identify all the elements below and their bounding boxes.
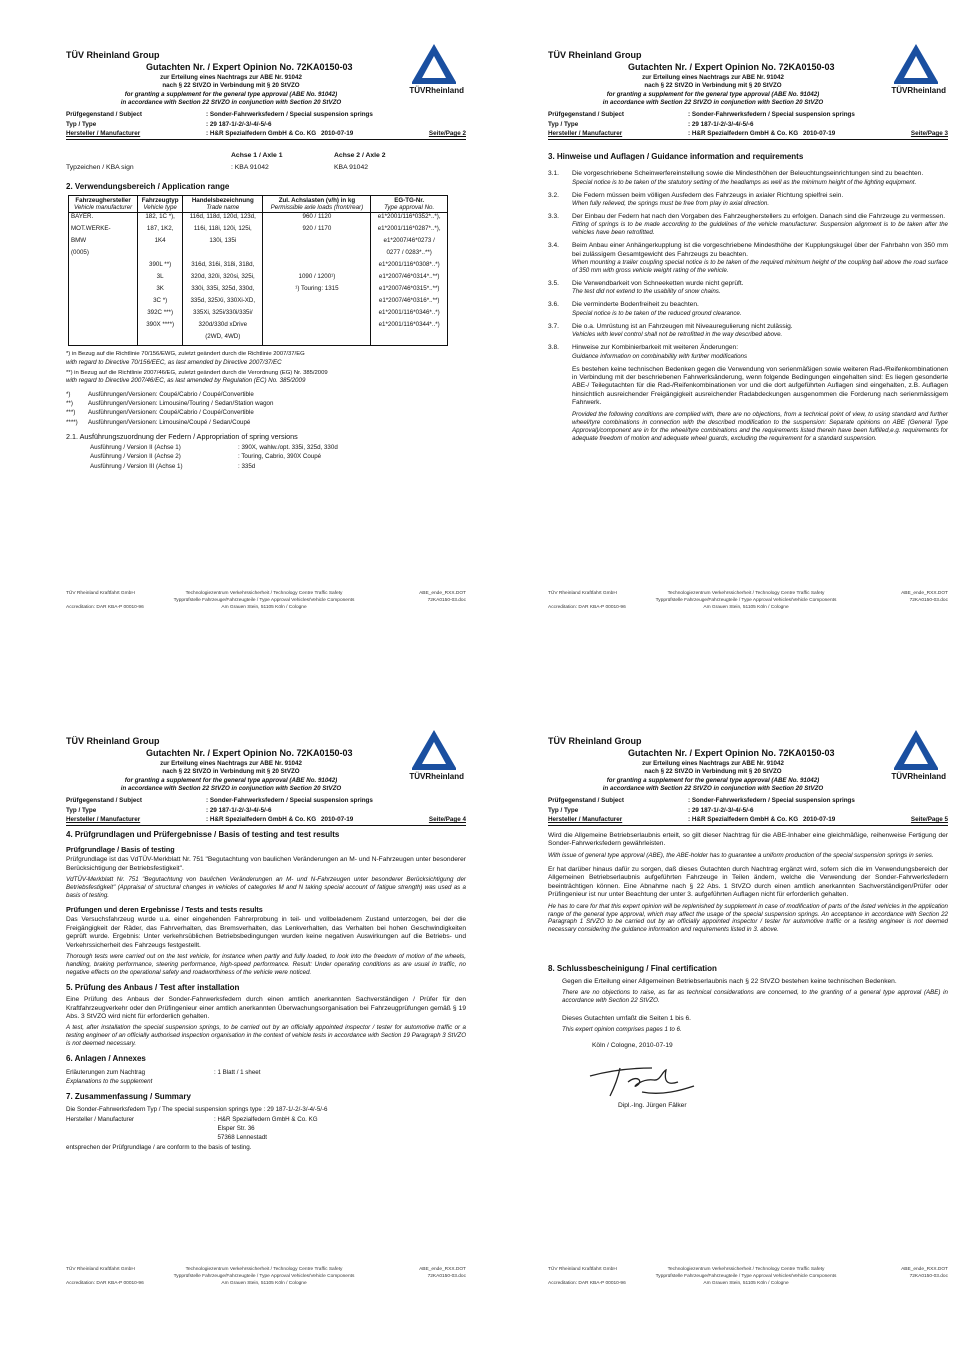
table-cell: 3L: [138, 273, 183, 285]
table-cell: e1*2007/46*0314*..**): [371, 273, 448, 285]
table-cell: 182, 1C *),: [138, 213, 183, 226]
footnotes: *) in Bezug auf die Richtlinie 70/156/EWG, zuletzt geändert durch die Richtlinie 2007/37/EG with regard to Directive 70/156/EEC, as last amended by Directive 2007/37/EC **) in Bezug auf die Richtlinie 2007/46/EG, zuletzt geändert durch die Verordnung (EG) Nr. 385/2009 with regard to Directive 2007/46/EC, as last amended by Regulation (EC) No. 385/2009: [66, 351, 328, 385]
page-header: TÜV Rheinland Group Gutachten Nr. / Expert Opinion No. 72KA0150-03 zur Erteilung eines Nachtrags zur ABE Nr. 91042 nach § 22 StVZO in Verbindung mit § 20 StVZO for granting a supplement for the general type approval (ABE No. 91042) in accordance with Section 22 StVZO in conjunction with Section 20 StVZO TÜVRheinland Prüfgegenstand / Subject : Sonder-Fahrwerksfedern / Special suspension springs Typ / Type : 29 187-1/-2/-3/-4/-5/-6 Hersteller / Manufacturer : H&R Spezialfedern GmbH & Co. KG 2010-07-19 Seite/Page 5: [548, 736, 948, 832]
spring-versions: Ausführung / Version II (Achse 1) : 390X, wahlw./opt. 335i, 325d, 330d Ausführung / Version II (Achse 2) : Touring, Cabrio, 390X Coupé Ausführung / Version III (Achse 1) : 335d: [90, 444, 338, 470]
table-cell: 1K4: [138, 237, 183, 249]
table-cell: 116i, 118i, 120i, 125i,: [183, 225, 263, 237]
table-cell: [263, 261, 371, 273]
tuv-logo-icon: [890, 728, 942, 778]
table-cell: [69, 273, 138, 285]
guidance-item: 3.1. Die vorgeschriebene Scheinwerfereinstellung sowie die Mindesthöhen der Beleuchtungseinrichtungen sind zu beachten. Special notice is to be taken of the statutory setting of the headlamps as well as the minimum height of the lighting equipment.: [548, 170, 924, 186]
table-cell: e1*2007/46*0316*..**): [371, 297, 448, 309]
table-cell: 116d, 118d, 120d, 123d,: [183, 213, 263, 226]
application-table: [68, 195, 448, 346]
signer-name: Dipl.-Ing. Jürgen Fälker: [618, 1101, 687, 1109]
page-number: Seite/Page 2: [428, 130, 466, 137]
table-cell: MOT.WERKE-: [69, 225, 138, 237]
table-cell: (0005): [69, 249, 138, 261]
table-cell: e1*2001/116*0308*..*): [371, 261, 448, 273]
table-row: [69, 321, 448, 333]
table-row: [69, 309, 448, 321]
header-subtitle: zur Erteilung eines Nachtrags zur ABE Nr. 91042 nach § 22 StVZO in Verbindung mit § 20 StVZO for granting a supplement for the general type approval (ABE No. 91042) in accordance with Section 22 StVZO in conjunction with Section 20 StVZO: [120, 74, 342, 107]
page-header: TÜV Rheinland Group Gutachten Nr. / Expert Opinion No. 72KA0150-03 zur Erteilung eines Nachtrags zur ABE Nr. 91042 nach § 22 StVZO in Verbindung mit § 20 StVZO for granting a supplement for the general type approval (ABE No. 91042) in accordance with Section 22 StVZO in conjunction with Section 20 StVZO TÜVRheinland Prüfgegenstand / Subject : Sonder-Fahrwerksfedern / Special suspension springs Typ / Type : 29 187-1/-2/-3/-4/-5/-6 Hersteller / Manufacturer : H&R Spezialfedern GmbH & Co. KG 2010-07-19 Seite/Page 3: [548, 50, 948, 146]
table-cell: 960 / 1120: [263, 213, 371, 226]
page-3: TÜV Rheinland Group Gutachten Nr. / Expert Opinion No. 72KA0150-03 zur Erteilung eines Nachtrags zur ABE Nr. 91042 nach § 22 StVZO in Verbindung mit § 20 StVZO for granting a supplement for the general type approval (ABE No. 91042) in accordance with Section 22 StVZO in conjunction with Section 20 StVZO TÜVRheinland Prüfgegenstand / Subject : Sonder-Fahrwerksfedern / Special suspension springs Typ / Type : 29 187-1/-2/-3/-4/-5/-6 Hersteller / Manufacturer : H&R Spezialfedern GmbH & Co. KG 2010-07-19 Seite/Page 3 3. Hinweise und Auflagen / Guidance information and requirements 3.1. Die vorgeschriebene Scheinwerfereinstellung sowie die Mindesthöhen der Beleuchtungseinrichtungen sind zu beachten. Special notice is to be taken of the statutory setting of the headlamps as well as the minimum height of the lighting equipment. 3.2. Die Federn müssen beim völligen Ausfedern des Fahrzeugs in axialer Richtung spielfrei sein. When fully relieved, the springs must be free from play in axial direction. 3.3. Der Einbau der Federn hat nach den Vorgaben des Fahrzeugherstellers zu erfolgen. Danach sind die Fahrzeuge zu vermessen. Fitting of springs is to be made according to the guidelines of the vehicle manufacturer. Suspension alignment is to be taken after the vehicles have been retrofitted. 3.4. Beim Anbau einer Anhängerkupplung ist die vorgeschriebene Mindesthöhe der Kupplungskugel über der Fahrbahn von 350 mm bei zulässigem Gesamtgewicht des Fahrzeugs zu beachten. When mounting a trailer coupling special notice is to be taken of the required minimum height of the coupling ball above the road surface of 350 mm with gross vehicle weight rating of the vehicle. 3.5. Die Verwendbarkeit von Schneeketten wurde nicht geprüft. The test did not extend to the usability of snow chains. 3.6. Die verminderte Bodenfreiheit zu beachten. Special notice is to be taken of the reduced ground clearance. 3.7. Die o.a. Umrüstung ist an Fahrzeugen mit Niveauregulierung nicht zulässig. Vehicles with level control shall not be retrofitted in the way described above. 3.8. Hinweise zur Kombinierbarkeit mit weiteren Änderungen: Guidance information on combinability with further modifications Es bestehen keine technischen Bedenken gegen die Verwendung von serienmäßigen sowie weiteren Rad-/Reifenkombinationen in Verbindung mit der beschriebenen Fahrwerksänderung, wenn folgende Bedingungen eingehalten sind: Es liegen gesonderte ABE-/ Teilegutachten für die Rad-/Reifenkombinationen vor und die dort aufgeführten Auflagen sind eingehalten, z.B. Auflagen hinsichtlich ausreichender Freigängigkeit ausreichender Radabdeckungen ausgenommen die Forderung nach serienmässigem Fahrwerk. Provided the following conditions are complied with, there are no objections, from a technical point of view, to using standard and further wheel/tyre combinations in connection with the described modification to the suspension: Separate opinions on ABE (General Type Approval)/component are in for the wheel/tyre combinations and the requirements listed therein have been fulfilled,e.g. requirements for adequate freedom of motion and adequate wheel guards, excluding the requirement for a standard suspension. TÜV Rheinland Kraftfahrt GmbH Accreditation: DAR KBA-P 00010-96 Technologiezentrum Verkehrssicherheit / Technology Centre Traffic Safety Typprüfstelle Fahrzeuge/Fahrzeugteile / Type Approval Vehicles/Vehicle Components Am Grauen Stein, 51105 Köln / Cologne ABE_ende_RXX.DOT 72KA0150-03.doc: [548, 50, 948, 622]
logo-wordmark: TÜVRheinland: [409, 86, 464, 95]
section-7-title: 7. Zusammenfassung / Summary: [66, 1092, 191, 1102]
page-4: TÜV Rheinland Group Gutachten Nr. / Expert Opinion No. 72KA0150-03 zur Erteilung eines Nachtrags zur ABE Nr. 91042 nach § 22 StVZO in Verbindung mit § 20 StVZO for granting a supplement for the general type approval (ABE No. 91042) in accordance with Section 22 StVZO in conjunction with Section 20 StVZO TÜVRheinland Prüfgegenstand / Subject : Sonder-Fahrwerksfedern / Special suspension springs Typ / Type : 29 187-1/-2/-3/-4/-5/-6 Hersteller / Manufacturer : H&R Spezialfedern GmbH & Co. KG 2010-07-19 Seite/Page 4 4. Prüfgrundlagen und Prüfergebnisse / Basis of testing and test results Prüfgrundlage / Basis of testing Prüfgrundlage ist das VdTÜV-Merkblatt Nr. 751 "Begutachtung von baulichen Veränderungen an M- und N-Fahrzeugen unter besonderer Berücksichtigung der Betriebsfestigkeit". VdTÜV-Merkblatt Nr. 751 "Begutachtung von baulichen Veränderungen an M- und N-Fahrzeugen unter besonderer Berücksichtigung der Betriebsfestigkeit" (Appraisal of structural changes in vehicles of categories M and N taking special account of fatigue strength) was used as a basis of testing. Prüfungen und deren Ergebnisse / Tests and tests results Das Versuchsfahrzeug wurde u.a. einer eingehenden Fahrerprobung in teil- und vollbeladenem Zustand unterzogen, bei der die Freigängigkeit der Räder, das Fahrverhalten, das Bremsverhalten, das Lenkverhalten, das Verhalten bei hohen Geschwindigkeiten geprüft wurde. Ergebnis: Unter verkehrsüblichen Betriebsbedingungen wurden keine negativen Auswirkungen auf die Betriebs- und Verkehrssicherheit des Fahrzeugs festgestellt. Thorough tests were carried out on the test vehicle, for instance when partly and fully loaded, to look into the freedom of motion of the wheels, handling, braking performance, steering performance, high-speed performance. Result: Under operating conditions as are usual in traffic, no negative effects on the operational safety and roadworthiness of the vehicle were noticed. 5. Prüfung des Anbaus / Test after installation Eine Prüfung des Anbaus der Sonder-Fahrwerksfedern durch einen amtlich anerkannten Sachverständigen / Prüfer für den Kraftfahrzeugverkehr oder den Prüfingenieur einer amtlich anerkannten Überwachungsorganisation bei Fahrzeugprüfungen gemäß § 19 Abs. 3 StVZO wird nicht für erforderlich gehalten. A test, after installation the special suspension springs, to be carried out by an officially appointed inspector / tester for automotive traffic or a testing engineer of an officially authorised inspection organisation in the context of vehicle tests in accordance with Section 19 Paragraph 3 StVZO is not deemed necessary. 6. Anlagen / Annexes Erläuterungen zum Nachtrag : 1 Blatt / 1 sheet Explanations to the supplement 7. Zusammenfassung / Summary Die Sonder-Fahrwerksfedern Typ / The special suspension springs type : 29 187-1/-2/-3/-4/-5/-6 Hersteller / Manufacturer : H&R Spezialfedern GmbH & Co. KG Elsper Str. 36 57368 Lennestadt entsprechen der Prüfgrundlage / are conform to the basis of testing. TÜV Rheinland Kraftfahrt GmbH Accreditation: DAR KBA-P 00010-96 Technologiezentrum Verkehrssicherheit / Technology Centre Traffic Safety Typprüfstelle Fahrzeuge/Fahrzeugteile / Type Approval Vehicles/Vehicle Components Am Grauen Stein, 51105 Köln / Cologne ABE_ende_RXX.DOT 72KA0150-03.doc: [66, 736, 466, 1308]
column-header: Handelsbezeichnung Trade name: [183, 196, 263, 213]
guidance-item: 3.8. Hinweise zur Kombinierbarkeit mit weiteren Änderungen: Guidance information on combinability with further modifications: [548, 344, 748, 360]
guidance-item: 3.2. Die Federn müssen beim völligen Ausfedern des Fahrzeugs in axialer Richtung spielfrei sein. When fully relieved, the springs must be free from play in axial direction.: [548, 191, 844, 208]
table-cell: [263, 237, 371, 249]
table-cell: 335Xi, 325i/330i/335i/: [183, 309, 263, 321]
tuv-logo-icon: [890, 42, 942, 92]
table-cell: BAYER.: [69, 213, 138, 226]
table-cell: [69, 309, 138, 321]
section-3-title: 3. Hinweise und Auflagen / Guidance information and requirements: [548, 152, 804, 161]
tuv-logo-icon: [408, 728, 460, 778]
table-cell: [138, 249, 183, 261]
table-cell: 390L **): [138, 261, 183, 273]
section-4-title: 4. Prüfgrundlagen und Prüfergebnisse / Basis of testing and test results: [66, 830, 340, 839]
table-cell: 3C *): [138, 297, 183, 309]
table-cell: 0277 / 0283*..**): [371, 249, 448, 261]
table-cell: 1090 / 1200¹): [263, 273, 371, 285]
table-cell: e1*2001/116*0344*..*): [371, 321, 448, 333]
guidance-item: 3.3. Der Einbau der Federn hat nach den Vorgaben des Fahrzeugherstellers zu erfolgen. Danach sind die Fahrzeuge zu vermessen. Fitting of springs is to be made according to the guidelines of the vehicle manufacturer. Suspension alignment is to be taken after the vehicles have been retrofitted.: [548, 212, 948, 237]
table-cell: [263, 297, 371, 309]
table-row: [69, 249, 448, 261]
table-cell: 335d, 325Xi, 330Xi-XD,: [183, 297, 263, 309]
guidance-list: [548, 170, 948, 360]
table-cell: [69, 321, 138, 333]
table-row: [69, 261, 448, 273]
table-cell: 187, 1K2,: [138, 225, 183, 237]
page-5: TÜV Rheinland Group Gutachten Nr. / Expert Opinion No. 72KA0150-03 zur Erteilung eines Nachtrags zur ABE Nr. 91042 nach § 22 StVZO in Verbindung mit § 20 StVZO for granting a supplement for the general type approval (ABE No. 91042) in accordance with Section 22 StVZO in conjunction with Section 20 StVZO TÜVRheinland Prüfgegenstand / Subject : Sonder-Fahrwerksfedern / Special suspension springs Typ / Type : 29 187-1/-2/-3/-4/-5/-6 Hersteller / Manufacturer : H&R Spezialfedern GmbH & Co. KG 2010-07-19 Seite/Page 5 Wird die Allgemeine Betriebserlaubnis erteilt, so gilt dieser Nachtrag für die ABE-Inhaber eine gleichmäßige, reihenweise Fertigung der Sonder-Fahrwerksfedern gewährleisten. With issue of general type approval (ABE), the ABE-holder has to guarantee a uniform production of the special suspension springs in series. Er hat darüber hinaus dafür zu sorgen, daß dieses Gutachten durch Nachtrag ergänzt wird, sofern sich die im Verwendungsbereich der Allgemeinen Betriebserlaubnis aufgeführten Fahrzeuge in Teilen ändern, welche die Verwendung der Sonder-Fahrwerksfedern beeinträchtigen können. Eine Abnahme nach § 22 Abs. 1 StVZO durch einen amtlich anerkannten Sachverständigen/Prüfer oder Prüfingenieur ist nur unter Beachtung der unter 3. aufgeführten Auflagen nicht für erforderlich gehalten. He has to care for that this expert opinion will be replenished by supplement in case of modification of parts of the listed vehicles in the application range of the general type approval, which may affect the usage of the special suspension springs. An acceptance in accordance with Section 22 Paragraph 1 StVZO to be carried out by an officially appointed inspector / tester for automotive traffic or a testing engineer is not deemed necessary considering the guidance information and requirements listed in 3. above. 8. Schlussbescheinigung / Final certification Gegen die Erteilung einer Allgemeinen Betriebserlaubnis nach § 22 StVZO bestehen keine technischen Bedenken. There are no objections to raise, as far as technical considerations are concerned, to the granting of a general type approval (ABE) in accordance with Section 22 StVZO. Dieses Gutachten umfaßt die Seiten 1 bis 6. This expert opinion comprises pages 1 to 6. Köln / Cologne, 2010-07-19 Dipl.-Ing. Jürgen Fälker TÜV Rheinland Kraftfahrt GmbH Accreditation: DAR KBA-P 00010-96 Technologiezentrum Verkehrssicherheit / Technology Centre Traffic Safety Typprüfstelle Fahrzeuge/Fahrzeugteile / Type Approval Vehicles/Vehicle Components Am Grauen Stein, 51105 Köln / Cologne ABE_ende_RXX.DOT 72KA0150-03.doc: [548, 736, 948, 1308]
table-row: [69, 297, 448, 309]
column-header: Zul. Achslasten (v/h) in kg Permissible axle loads (front/rear): [263, 196, 371, 213]
table-cell: 316d, 316i, 318i, 318d,: [183, 261, 263, 273]
tuv-logo-icon: [408, 42, 460, 92]
table-row: [69, 285, 448, 297]
guidance-item: 3.6. Die verminderte Bodenfreiheit zu beachten. Special notice is to be taken of the reduced ground clearance.: [548, 301, 742, 317]
table-cell: 330i, 335i, 325d, 330d,: [183, 285, 263, 297]
table-cell: 920 / 1170: [263, 225, 371, 237]
section-2-1-title: 2.1. Ausführungszuordnung der Federn / Appropriation of spring versions: [66, 431, 298, 441]
table-cell: [69, 297, 138, 309]
page-header: TÜV Rheinland Group Gutachten Nr. / Expert Opinion No. 72KA0150-03 zur Erteilung eines Nachtrags zur ABE Nr. 91042 nach § 22 StVZO in Verbindung mit § 20 StVZO for granting a supplement for the general type approval (ABE No. 91042) in accordance with Section 22 StVZO in conjunction with Section 20 StVZO TÜVRheinland Prüfgegenstand / Subject : Sonder-Fahrwerksfedern / Special suspension springs Typ / Type : 29 187-1/-2/-3/-4/-5/-6 Hersteller / Manufacturer : H&R Spezialfedern GmbH & Co. KG 2010-07-19 Seite/Page 4: [66, 736, 466, 832]
table-cell: [263, 333, 371, 346]
table-cell: e1*2001/116*0352*..*),: [371, 213, 448, 226]
table-cell: [69, 333, 138, 346]
table-row: [69, 225, 448, 237]
table-cell: 320d, 320i, 320si, 325i,: [183, 273, 263, 285]
table-cell: e1*2007/46*0315*..**): [371, 285, 448, 297]
page-number: Seite/Page 4: [428, 816, 466, 823]
table-row: [69, 213, 448, 226]
opinion-number: Gutachten Nr. / Expert Opinion No. 72KA0150-03: [146, 62, 353, 72]
table-cell: 392C ***): [138, 309, 183, 321]
section-5-title: 5. Prüfung des Anbaus / Test after installation: [66, 982, 240, 992]
table-cell: e1*2007/46*0273 /: [371, 237, 448, 249]
signature-icon: [582, 1056, 702, 1100]
section-2-title: 2. Verwendungsbereich / Application range: [66, 182, 230, 191]
guidance-item: 3.4. Beim Anbau einer Anhängerkupplung ist die vorgeschriebene Mindesthöhe der Kupplungskugel über der Fahrbahn von 350 mm bei zulässigem Gesamtgewicht des Fahrzeugs zu beachten. When mounting a trailer coupling special notice is to be taken of the required minimum height of the coupling ball above the road surface of 350 mm with gross vehicle weight rating of the vehicle.: [548, 242, 948, 275]
table-cell: 3K: [138, 285, 183, 297]
table-cell: [263, 249, 371, 261]
table-row: [69, 333, 448, 346]
table-cell: [371, 333, 448, 346]
guidance-item: 3.5. Die Verwendbarkeit von Schneeketten wurde nicht geprüft. The test did not extend to the usability of snow chains.: [548, 280, 744, 296]
table-cell: BMW: [69, 237, 138, 249]
table-cell: [263, 321, 371, 333]
subject-block: Prüfgegenstand / Subject : Sonder-Fahrwerksfedern / Special suspension springs Typ / Type : 29 187-1/-2/-3/-4/-5/-6 Hersteller / Manufacturer : H&R Spezialfedern GmbH & Co. KG 2010-07-19 Seite/Page 2: [66, 110, 466, 140]
section-6-title: 6. Anlagen / Annexes: [66, 1054, 146, 1064]
table-cell: 390X ****): [138, 321, 183, 333]
table-cell: [183, 249, 263, 261]
signature-area: [562, 1054, 948, 1118]
page-2: TÜV Rheinland Group Gutachten Nr. / Expert Opinion No. 72KA0150-03 zur Erteilung eines Nachtrags zur ABE Nr. 91042 nach § 22 StVZO in Verbindung mit § 20 StVZO for granting a supplement for the general type approval (ABE No. 91042) in accordance with Section 22 StVZO in conjunction with Section 20 StVZO TÜVRheinland Prüfgegenstand / Subject : Sonder-Fahrwerksfedern / Special suspension springs Typ / Type : 29 187-1/-2/-3/-4/-5/-6 Hersteller / Manufacturer : H&R Spezialfedern GmbH & Co. KG 2010-07-19 Seite/Page 2 Achse 1 / Axle 1 Achse 2 / Axle 2 Typzeichen / KBA sign : KBA 91042 KBA 91042 2. Verwendungsbereich / Application range Fahrzeughersteller Vehicle manufacturer Fahrzeugtyp Vehicle type Handelsbezeichnung Trade name Zul. Achslasten (v/h) in kg Permissible axle loads (front/rear) EG-TG-Nr. Type approval No. BAYER. 182, 1C *), 116d, 118d, 120d, 123d, 960 / 1120 e1*2001/116*0352*..*), MOT.WERKE- 187, 1K2, 116i, 118i, 120i, 125i, 920 / 1170 e1*2001/116*0287*..*), BMW 1K4 130i, 135i e1*2007/46*0273 / (0005) 0277 / 0283*..**) 390L **) 316d, 316i, 318i, 318d, e1*2001/116*0308*..*) 3L 320d, 320i, 320si, 325i, 1090 / 1200¹) e1*2007/46*0314*..**) 3K 330i, 335i, 325d, 330d, ¹) Touring: 1315 e1*2007/46*0315*..**) 3C *) 335d, 325Xi, 330Xi-XD, e1*2007/46*0316*..**) 392C ***) 335Xi, 325i/330i/335i/ e1*2001/116*0346*..*) 390X ****) 320d/330d xDrive e1*2001/116*0344*..*) (2WD, 4WD) *) in Bezug auf die Richtlinie 70/156/EWG, zuletzt geändert durch die Richtlinie 2007/37/EG with regard to Directive 70/156/EEC, as last amended by Directive 2007/37/EC **) in Bezug auf die Richtlinie 2007/46/EG, zuletzt geändert durch die Verordnung (EG) Nr. 385/2009 with regard to Directive 2007/46/EC, as last amended by Regulation (EC) No. 385/2009 *) Ausführungen/Versionen: Coupé/Cabrio / Coupé/Convertible **) Ausführungen/Versionen: Limousine/Touring / Sedan/Station wagon ***) Ausführungen/Versionen: Coupé/Cabrio / Coupé/Convertible ****) Ausführungen/Versionen: Limousine/Coupé / Sedan/Coupé 2.1. Ausführungszuordnung der Federn / Appropriation of spring versions Ausführung / Version II (Achse 1) : 390X, wahlw./opt. 335i, 325d, 330d Ausführung / Version II (Achse 2) : Touring, Cabrio, 390X Coupé Ausführung / Version III (Achse 1) : 335d TÜV Rheinland Kraftfahrt GmbH Accreditation: DAR KBA-P 00010-96 Technologiezentrum Verkehrssicherheit / Technology Centre Traffic Safety Typprüfstelle Fahrzeuge/Fahrzeugteile / Type Approval Vehicles/Vehicle Components Am Grauen Stein, 51105 Köln / Cologne ABE_ende_RXX.DOT 72KA0150-03.doc: [66, 50, 466, 622]
table-cell: ¹) Touring: 1315: [263, 285, 371, 297]
table-cell: 130i, 135i: [183, 237, 263, 249]
page-header: [66, 50, 466, 146]
axle-block: Achse 1 / Axle 1 Achse 2 / Axle 2 Typzeichen / KBA sign : KBA 91042 KBA 91042: [66, 152, 386, 171]
table-cell: [69, 261, 138, 273]
table-cell: [69, 285, 138, 297]
table-row: [69, 237, 448, 249]
column-header: Fahrzeughersteller Vehicle manufacturer: [69, 196, 138, 213]
table-cell: e1*2001/116*0287*..*),: [371, 225, 448, 237]
column-header: EG-TG-Nr. Type approval No.: [371, 196, 448, 213]
table-cell: 320d/330d xDrive: [183, 321, 263, 333]
table-cell: e1*2001/116*0346*..*): [371, 309, 448, 321]
table-cell: [263, 309, 371, 321]
table-row: [69, 273, 448, 285]
page-number: Seite/Page 5: [910, 816, 948, 823]
place-date: Köln / Cologne, 2010-07-19: [592, 1042, 673, 1050]
section-8-title: 8. Schlussbescheinigung / Final certification: [548, 964, 717, 974]
table-cell: (2WD, 4WD): [183, 333, 263, 346]
version-legend: *) Ausführungen/Versionen: Coupé/Cabrio / Coupé/Convertible **) Ausführungen/Versionen: Limousine/Touring / Sedan/Station wagon ***) Ausführungen/Versionen: Coupé/Cabrio / Coupé/Convertible ****) Ausführungen/Versionen: Limousine/Coupé / Sedan/Coupé: [66, 390, 274, 426]
column-header: Fahrzeugtyp Vehicle type: [138, 196, 183, 213]
table-cell: [138, 333, 183, 346]
group-name: TÜV Rheinland Group: [66, 50, 160, 60]
guidance-item: 3.7. Die o.a. Umrüstung ist an Fahrzeugen mit Niveauregulierung nicht zulässig. Vehicles with level control shall not be retrofitted in the way described above.: [548, 322, 793, 339]
combination-text: Es bestehen keine technischen Bedenken gegen die Verwendung von serienmäßigen sowie weiteren Rad-/Reifenkombinationen in Verbindung mit der beschriebenen Fahrwerksänderung, wenn folgende Bedingungen eingehalten sind: Es liegen gesonderte ABE-/ Teilegutachten für die Rad-/Reifenkombinationen vor und die dort aufgeführten Auflagen sind eingehalten, z.B. Auflagen hinsichtlich ausreichender Freigängigkeit ausreichender Radabdeckungen ausgenommen die Forderung nach serienmässigem Fahrwerk. Provided the following conditions are complied with, there are no objections, from a technical point of view, to using standard and further wheel/tyre combinations in connection with the described modification to the suspension: Separate opinions on ABE (General Type Approval)/component are in for the wheel/tyre combinations and the requirements listed therein have been fulfilled,e.g. requirements for adequate freedom of motion and adequate wheel guards, excluding the requirement for a standard suspension.: [572, 365, 948, 442]
page-number: Seite/Page 3: [910, 130, 948, 137]
